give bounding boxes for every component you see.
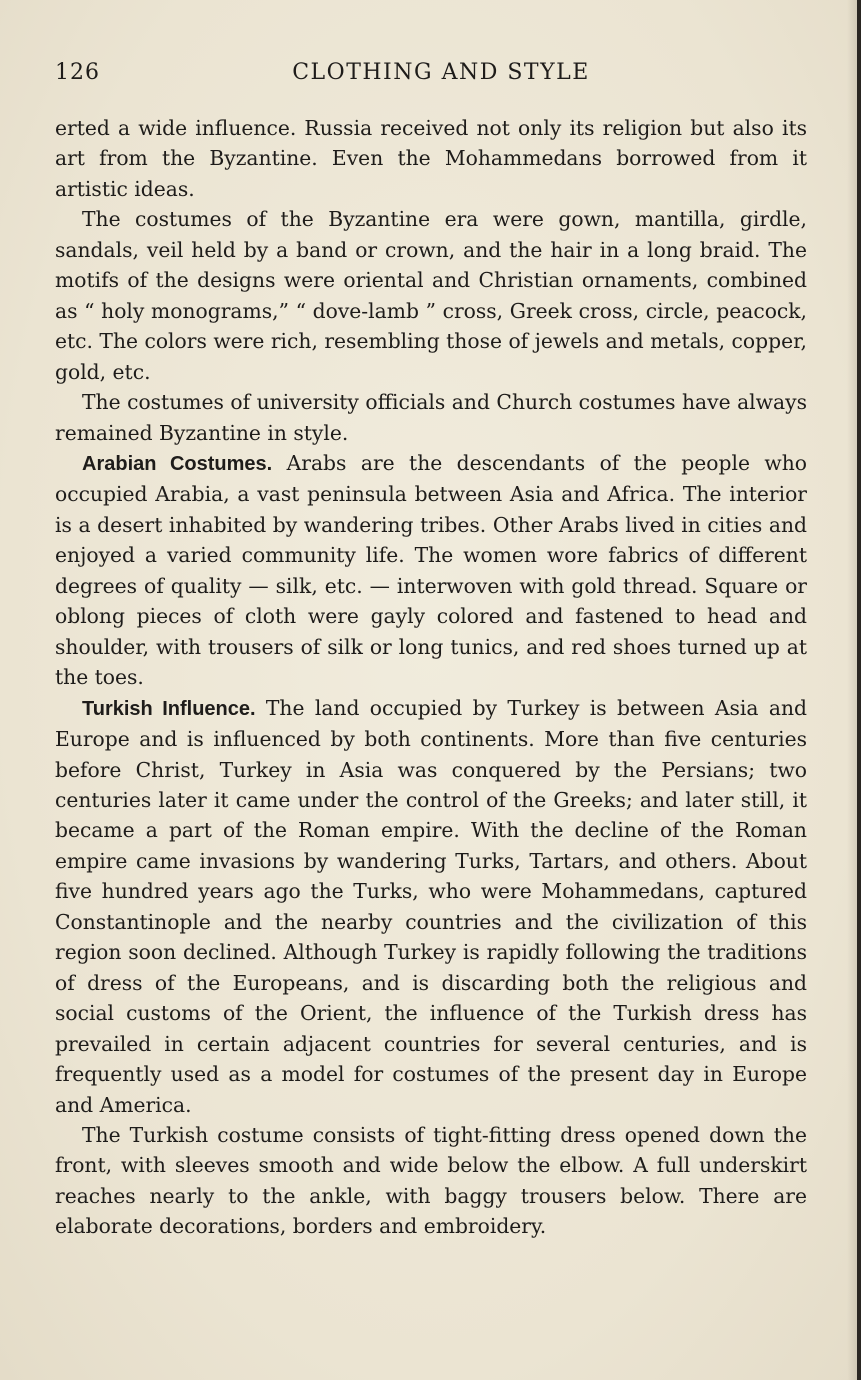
paragraph-turkish-influence [55,693,807,1120]
paragraph-university-costumes [55,387,807,448]
page-header [55,60,807,94]
section-heading: Turkish Influence. [82,697,256,720]
paragraph-text: The land occupied by Turkey is between Asia and Europe and is influenced by both continents. More than five centuries before Christ, Turkey in Asia was conquered by the Persians; two centuries later it came under the control of the Greeks; and later still, it became a part of the Roman empire. With the decline of the Roman empire came invasions by wandering Turks, Tartars, and others. About five hundred years ago the Turks, who were Mohammedans, captured Constantinople and the nearby countries and the civilization of this region soon declined. Although Turkey is rapidly following the traditions of dress of the Europeans, and is discarding both the religious and social customs of the Orient, the influence of the Turkish dress has prevailed in certain adjacent countries for several centuries, and is frequently used as a model for costumes of the present day in Europe and America. [55,695,807,1117]
page-number: 126 [55,60,100,85]
page-edge-shadow [847,0,857,1380]
paragraph-text: Arabs are the descendants of the people who occupied Arabia, a vast peninsula between Asia and Africa. The interior is a desert inhabited by wandering tribes. Other Arabs lived in cities and enjoyed a varied community life. The women wore fabrics of different degrees of quality — silk, etc. — interwoven with gold thread. Square or oblong pieces of cloth were gayly colored and fastened to head and shoulder, with trousers of silk or long tunics, and red shoes turned up at the toes. [55,450,807,690]
paragraph-text: The costumes of university officials and Church costumes have always remained Byzantine in style. [55,390,807,445]
page-edge [857,0,861,1380]
paragraph-text: The Turkish costume consists of tight-fitting dress opened down the front, with sleeves smooth and wide below the elbow. A full underskirt reaches nearly to the ankle, with baggy trousers below. There are elaborate decorations, borders and embroidery. [55,1122,807,1239]
running-head: CLOTHING AND STYLE [292,60,590,85]
paragraph-text: The costumes of the Byzantine era were gown, mantilla, girdle, sandals, veil held by a band or crown, and the hair in a long braid. The motifs of the designs were oriental and Christian ornaments, combined as “ holy monograms,” “ dove-lamb ” cross, Greek cross, circle, peacock, etc. The colors were rich, resembling those of jewels and metals, copper, gold, etc. [55,207,807,384]
body-text [55,113,807,1242]
paragraph-continued [55,113,807,204]
paragraph-arabian-costumes [55,448,807,693]
section-heading: Arabian Costumes. [82,452,273,475]
paragraph-text: erted a wide influence. Russia received not only its religion but also its art from the Byzantine. Even the Mohammedans borrowed from it artistic ideas. [55,116,807,201]
paragraph-byzantine-costumes [55,204,807,387]
paragraph-turkish-costume [55,1120,807,1242]
